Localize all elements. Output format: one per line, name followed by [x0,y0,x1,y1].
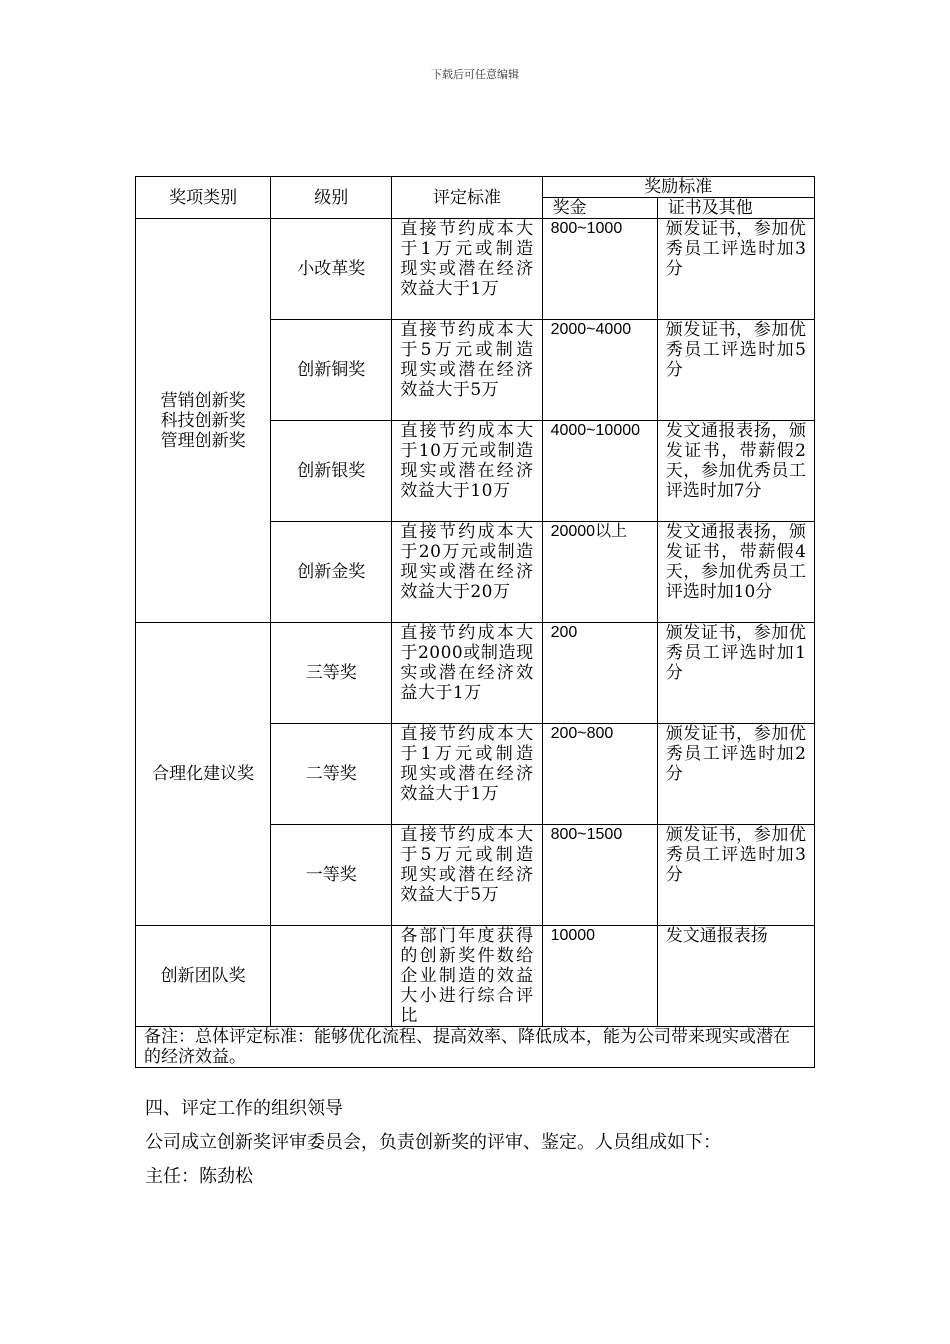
level-cell [271,926,392,1027]
certificate-cell: 发文通报表扬，颁发证书，带薪假2天，参加优秀员工评选时加7分 [657,421,814,522]
award-standards-table [135,176,815,1068]
note-row [136,1027,815,1068]
certificate-cell: 颁发证书，参加优秀员工评选时加1分 [657,623,814,724]
criteria-cell: 各部门年度获得的创新奖件数给企业制造的效益大小进行综合评比 [392,926,542,1027]
bonus-cell: 10000 [542,926,657,1027]
bonus-cell: 800~1500 [542,825,657,926]
level-cell: 一等奖 [271,825,392,926]
bonus-cell: 800~1000 [542,219,657,320]
header-note: 下载后可任意编辑 [431,68,519,81]
bonus-cell: 4000~10000 [542,421,657,522]
table-row [136,926,815,1027]
table-row [136,219,815,320]
criteria-cell: 直接节约成本大于1万元或制造现实或潜在经济效益大于1万 [392,724,542,825]
director-line: 主任：陈劲松 [145,1166,253,1187]
header-category: 奖项类别 [136,177,271,219]
header-level: 级别 [271,177,392,219]
header-bonus: 奖金 [542,198,657,219]
level-cell: 小改革奖 [271,219,392,320]
category-cell: 合理化建议奖 [136,623,271,926]
category-cell: 创新团队奖 [136,926,271,1027]
header-criteria: 评定标准 [392,177,542,219]
table-note: 备注：总体评定标准：能够优化流程、提高效率、降低成本，能为公司带来现实或潜在的经济效益。 [136,1027,815,1068]
bonus-cell: 200 [542,623,657,724]
section-heading: 四、评定工作的组织领导 [145,1098,343,1119]
certificate-cell: 发文通报表扬，颁发证书，带薪假4天，参加优秀员工评选时加10分 [657,522,814,623]
header-certificate: 证书及其他 [657,198,814,219]
bonus-cell: 2000~4000 [542,320,657,421]
level-cell: 创新银奖 [271,421,392,522]
criteria-cell: 直接节约成本大于5万元或制造现实或潜在经济效益大于5万 [392,825,542,926]
certificate-cell: 颁发证书，参加优秀员工评选时加5分 [657,320,814,421]
level-cell: 二等奖 [271,724,392,825]
criteria-cell: 直接节约成本大于10万元或制造现实或潜在经济效益大于10万 [392,421,542,522]
certificate-cell: 颁发证书，参加优秀员工评选时加3分 [657,219,814,320]
level-cell: 创新铜奖 [271,320,392,421]
level-cell: 创新金奖 [271,522,392,623]
committee-paragraph: 公司成立创新奖评审委员会，负责创新奖的评审、鉴定。人员组成如下： [145,1132,721,1153]
certificate-cell: 颁发证书，参加优秀员工评选时加3分 [657,825,814,926]
bonus-cell: 20000以上 [542,522,657,623]
bonus-cell: 200~800 [542,724,657,825]
criteria-cell: 直接节约成本大于5万元或制造现实或潜在经济效益大于5万 [392,320,542,421]
certificate-cell: 发文通报表扬 [657,926,814,1027]
table-row [136,623,815,724]
criteria-cell: 直接节约成本大于20万元或制造现实或潜在经济效益大于20万 [392,522,542,623]
certificate-cell: 颁发证书，参加优秀员工评选时加2分 [657,724,814,825]
criteria-cell: 直接节约成本大于1万元或制造现实或潜在经济效益大于1万 [392,219,542,320]
level-cell: 三等奖 [271,623,392,724]
criteria-cell: 直接节约成本大于2000或制造现实或潜在经济效益大于1万 [392,623,542,724]
header-reward: 奖励标准 [542,177,814,198]
category-cell: 营销创新奖 科技创新奖 管理创新奖 [136,219,271,623]
